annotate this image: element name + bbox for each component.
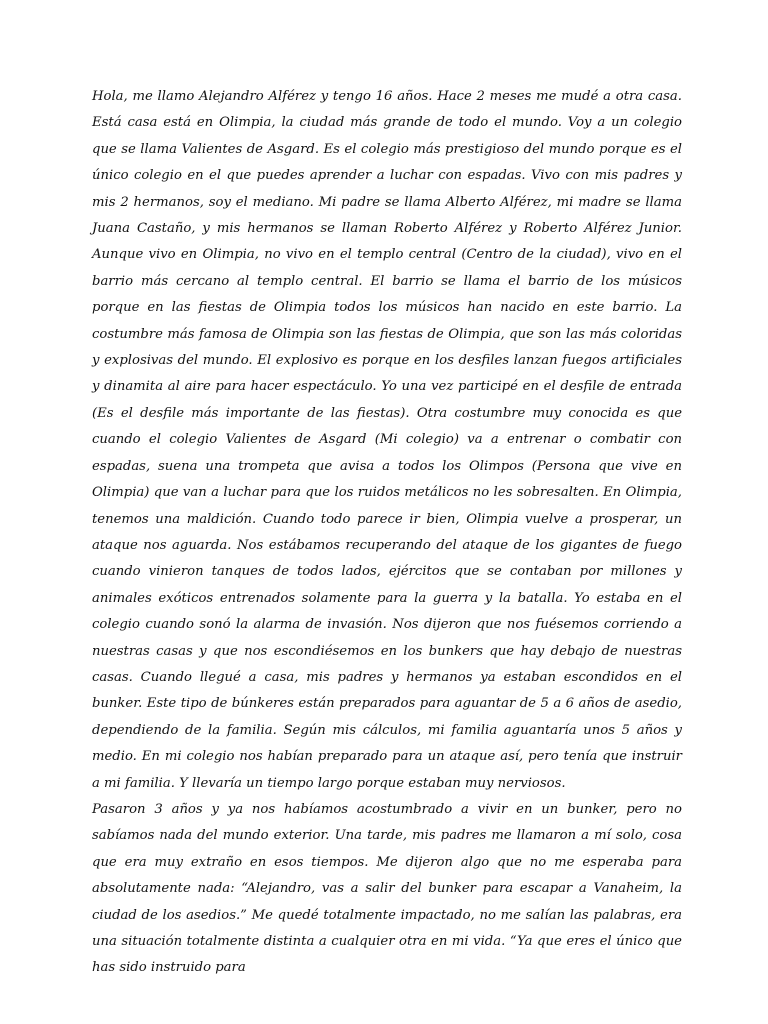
paragraph: Pasaron 3 años y ya nos habíamos acostumbrado a vivir en un bunker, pero no sabíamos nada del mundo exterior. Una tarde, mis padres me llamaron a mí solo, cosa que era muy extraño en esos tiempos. Me dijeron algo que no me esperaba para absolutamente nada: “Alejandro, vas a salir del bunker para escapar a Vanaheim, la ciudad de los asedios.” Me quedé totalmente impactado, no me salían las palabras, era una situación totalmente distinta a cualquier otra en mi vida. “Ya que eres el único que has sido instruido para [92, 801, 682, 976]
paragraph: Hola, me llamo Alejandro Alférez y tengo 16 años. Hace 2 meses me mudé a otra casa. Está casa está en Olimpia, la ciudad más grande de todo el mundo. Voy a un colegio que se llama Valientes de Asgard. Es el colegio más prestigioso del mundo porque es el único colegio en el que puedes aprender a luchar con espadas. Vivo con mis padres y mis 2 hermanos, soy el mediano. Mi padre se llama Alberto Alférez, mi madre se llama Juana Castaño, y mis hermanos se llaman Roberto Alférez y Roberto Alférez Junior. Aunque vivo en Olimpia, no vivo en el templo central (Centro de la ciudad), vivo en el barrio más cercano al templo central. El barrio se llama el barrio de los músicos porque en las fiestas de Olimpia todos los músicos han nacido en este barrio. La costumbre más famosa de Olimpia son las fiestas de Olimpia, que son las más coloridas y explosivas del mundo. El explosivo es porque en los desfiles lanzan fuegos artificiales y dinamita al aire para hacer espectáculo. Yo una vez participé en el desfile de entrada (Es el desfile más importante de las fiestas). Otra costumbre muy conocida es que cuando el colegio Valientes de Asgard (Mi colegio) va a entrenar o combatir con espadas, suena una trompeta que avisa a todos los Olimpos (Persona que vive en Olimpia) que van a luchar para que los ruidos metálicos no les sobresalten. En Olimpia, tenemos una maldición. Cuando todo parece ir bien, Olimpia vuelve a prosperar, un ataque nos aguarda. Nos estábamos recuperando del ataque de los gigantes de fuego cuando vinieron tanques de todos lados, ejércitos que se contaban por millones y animales exóticos entrenados solamente para la guerra y la batalla. Yo estaba en el colegio cuando sonó la alarma de invasión. Nos dijeron que nos fuésemos corriendo a nuestras casas y que nos escondiésemos en los bunkers que hay debajo de nuestras casas. Cuando llegué a casa, mis padres y hermanos ya estaban escondidos en el bunker. Este tipo de búnkeres están preparados para aguantar de 5 a 6 años de asedio, dependiendo de la familia. Según mis cálculos, mi familia aguantaría unos 5 años y medio. En mi colegio nos habían preparado para un ataque así, pero tenía que instruir a mi familia. Y llevaría un tiempo largo porque estaban muy nerviosos. [92, 89, 682, 791]
story-text [92, 84, 682, 982]
